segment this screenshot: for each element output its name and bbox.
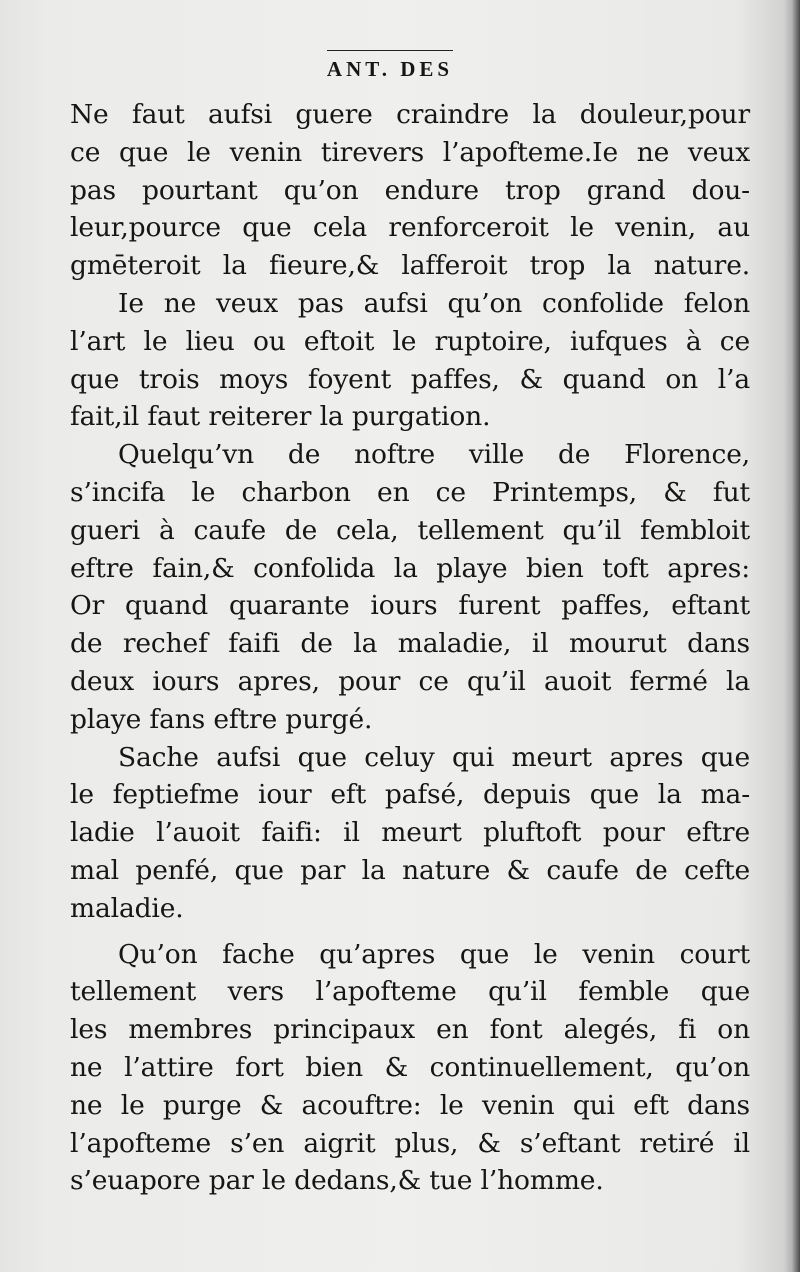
paragraph-3 xyxy=(70,436,750,474)
paragraph-2-continued xyxy=(70,323,750,436)
paragraph-4-continued xyxy=(70,776,750,927)
paragraph-1 xyxy=(70,96,750,285)
text-line: ne l’attire fort bien & continuellement, qu’on xyxy=(70,1051,750,1083)
text-line: Quelqu’vn de noftre ville de Florence, xyxy=(118,439,750,471)
text-line: Ie ne veux pas aufsi qu’on confolide felon xyxy=(118,287,750,319)
text-line: Sache aufsi que celuy qui meurt apres que xyxy=(118,741,750,773)
text-line: ce que le venin tirevers l’apofteme.Ie ne veux xyxy=(70,136,750,168)
text-line: gueri à caufe de cela, tellement qu’il fembloit xyxy=(70,514,750,546)
page-edge-shadow xyxy=(791,0,800,1272)
text-line: de rechef faifi de la maladie, il mourut dans xyxy=(70,628,750,660)
text-line: les membres principaux en font alegés, fi on xyxy=(70,1014,750,1046)
text-line: pas pourtant qu’on endure trop grand dou- xyxy=(70,174,750,206)
paragraph-3-continued xyxy=(70,474,750,739)
text-line: s’incifa le charbon en ce Printemps, & fut xyxy=(70,476,750,508)
text-line: gmēteroit la fieure,& lafferoit trop la nature. xyxy=(70,250,750,282)
text-line: Ne faut aufsi guere craindre la douleur,pour xyxy=(70,99,750,130)
text-line: ne le purge & acouftre: le venin qui eft dans xyxy=(70,1089,750,1121)
text-line: playe fans eftre purgé. xyxy=(70,703,373,735)
text-line: maladie. xyxy=(70,892,184,924)
page-header xyxy=(0,50,800,82)
text-line: deux iours apres, pour ce qu’il auoit fermé la xyxy=(70,665,750,697)
paragraph-spacer xyxy=(70,928,750,936)
paragraph-5 xyxy=(70,936,750,974)
text-line: tellement vers l’apofteme qu’il femble que xyxy=(70,976,750,1008)
text-line: l’apofteme s’en aigrit plus, & s’eftant retiré il xyxy=(70,1127,750,1159)
text-line: Qu’on fache qu’apres que le venin court xyxy=(118,938,750,970)
text-line: fait,il faut reiterer la purgation. xyxy=(70,401,491,433)
paragraph-2 xyxy=(70,285,750,323)
text-line: le feptiefme iour eft pafsé, depuis que la ma- xyxy=(70,779,750,811)
body-text xyxy=(70,96,750,1200)
paragraph-4 xyxy=(70,739,750,777)
text-line: eftre fain,& confolida la playe bien toft apres: xyxy=(70,552,750,584)
text-line: leur,pource que cela renforceroit le venin, au xyxy=(70,212,750,244)
text-line: s’euapore par le dedans,& tue l’homme. xyxy=(70,1165,604,1197)
text-line: que trois moys foyent paffes, & quand on l’a xyxy=(70,363,750,395)
text-line: Or quand quarante iours furent paffes, eftant xyxy=(70,590,750,622)
paragraph-5-continued xyxy=(70,973,750,1200)
running-head: ANT. DES xyxy=(327,50,453,82)
text-line: l’art le lieu ou eftoit le ruptoire, iufques à ce xyxy=(70,325,750,357)
text-line: mal penfé, que par la nature & caufe de cefte xyxy=(70,854,750,886)
text-line: ladie l’auoit faifi: il meurt pluftoft pour eftre xyxy=(70,817,750,849)
